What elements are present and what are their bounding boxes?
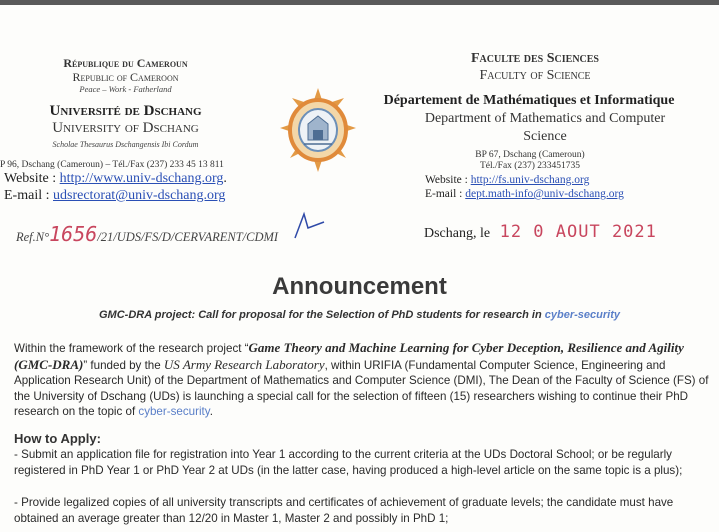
university-website-link[interactable]: http://www.univ-dschang.org bbox=[59, 171, 224, 186]
faculty-website: Website : http://fs.univ-dschang.org bbox=[425, 174, 590, 186]
date-line: Dschang, le 12 0 AOUT 2021 bbox=[424, 222, 657, 242]
national-motto: Peace – Work - Fatherland bbox=[79, 84, 172, 94]
date-stamp: 12 0 AOUT 2021 bbox=[499, 222, 657, 242]
intro-highlight: cyber-security bbox=[138, 405, 210, 418]
university-address: P 96, Dschang (Cameroun) – Tél./Fax (237) 233 45 13 811 bbox=[0, 160, 224, 170]
reference-number: 1656 bbox=[49, 222, 98, 246]
faculty-tel: Tél./Fax (237) 233451735 bbox=[479, 161, 580, 171]
subtitle-highlight: cyber-security bbox=[544, 309, 620, 321]
faculty-en: Faculty of Science bbox=[479, 68, 591, 83]
department-en: Department of Mathematics and Computer Science bbox=[424, 111, 666, 144]
apply-item: - Submit an application file for registration into Year 1 according to the current criteria at the UDs Doctoral School; or be regularly registered in PhD Year 1 or PhD Year 2 at UDs (in the latter case, having produced a high-level article on the same topic is a plus); bbox=[14, 448, 683, 477]
subtitle: GMC-DRA project: Call for proposal for the Selection of PhD students for research in cyber-security bbox=[99, 309, 620, 321]
project-name: Game Theory and Machine Learning for Cyber Deception, Resilience and Agility (GMC-DRA) bbox=[14, 340, 684, 372]
faculty-website-link[interactable]: http://fs.univ-dschang.org bbox=[470, 174, 590, 186]
university-email-link[interactable]: udsrectorat@univ-dschang.org bbox=[53, 188, 226, 203]
top-border bbox=[0, 0, 719, 5]
university-logo bbox=[278, 86, 358, 174]
intro-paragraph: Within the framework of the research project “Game Theory and Machine Learning for Cyber Deception, Resilience and Agility (GMC-DRA)” funded by the US Army Research Laboratory, within URIFIA (Fundamental Computer Science, Engineering and Application Research Unit) of the Department of Mathematics and Computer Science (DMI), The Dean of the Faculty of Science (FS) of the University of Dschang (UDs) is launching a special call for the selection of fifteen (15) researchers wishing to continue their PhD research on the topic of cyber-security. bbox=[14, 340, 709, 418]
faculty-email: E-mail : dept.math-info@univ-dschang.org bbox=[425, 188, 624, 200]
faculty-fr: Faculte des Sciences bbox=[470, 51, 599, 66]
university-fr: Université de Dschang bbox=[49, 103, 202, 119]
signature-mark bbox=[290, 210, 330, 240]
department-fr: Département de Mathématiques et Informatique bbox=[383, 93, 675, 108]
faculty-email-link[interactable]: dept.math-info@univ-dschang.org bbox=[465, 188, 624, 200]
how-to-apply-heading: How to Apply: bbox=[14, 431, 101, 446]
university-website: Website : http://www.univ-dschang.org. bbox=[4, 171, 227, 186]
apply-item: - Provide legalized copies of all university transcripts and certificates of achievement of graduate levels; the candidate must have obtained an average greater than 12/20 in Master 1, Master 2 and possibly in PhD 1; bbox=[14, 496, 674, 525]
university-email: E-mail : udsrectorat@univ-dschang.org bbox=[4, 188, 226, 203]
university-en: University of Dschang bbox=[52, 120, 199, 136]
funder-name: US Army Research Laboratory bbox=[163, 356, 325, 372]
faculty-bp: BP 67, Dschang (Cameroun) bbox=[475, 150, 585, 160]
republic-en: Republic of Cameroon bbox=[72, 70, 179, 84]
page-title: Announcement bbox=[272, 273, 447, 300]
reference-line: Ref.N°1656/21/UDS/FS/D/CERVARENT/CDMI bbox=[16, 222, 279, 246]
republic-fr: République du Cameroun bbox=[63, 56, 188, 70]
university-motto: Scholae Thesaurus Dschangensis Ibi Cordum bbox=[52, 140, 199, 149]
